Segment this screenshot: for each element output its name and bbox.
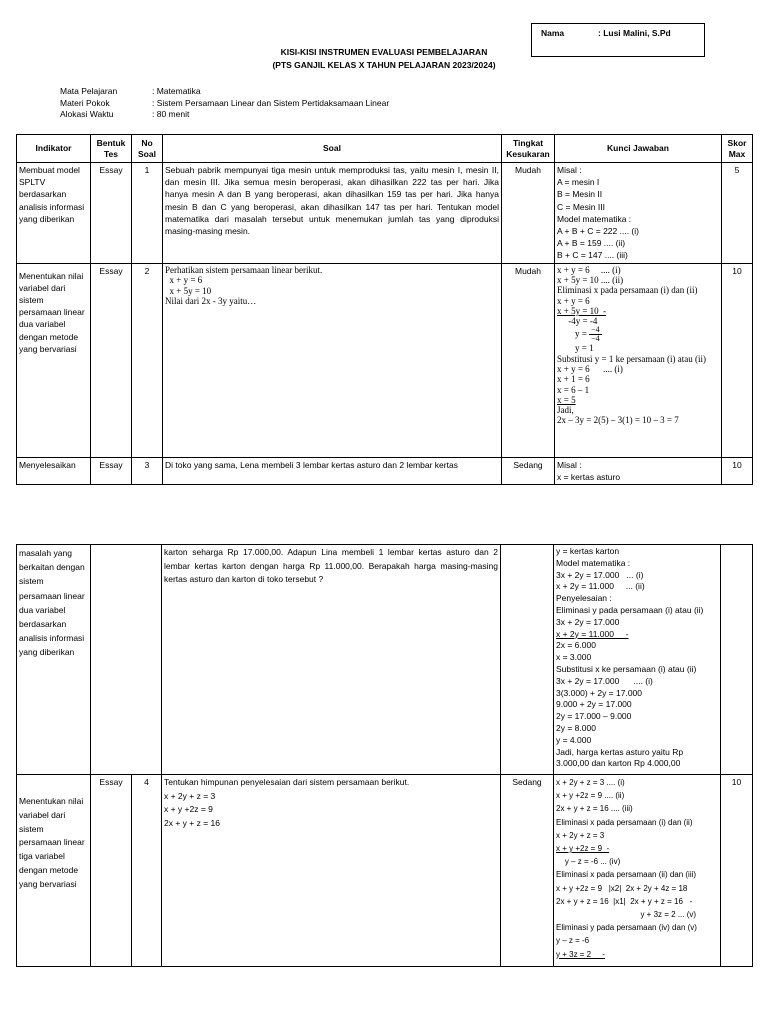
table-header-row <box>17 135 753 163</box>
table-row <box>17 263 753 457</box>
no-cell: 3 <box>132 457 163 484</box>
kunci-cell: x + 2y + z = 3 .... (i) x + y +2z = 9 .... (ii) 2x + y + z = 16 .... (iii) Eliminasi x pada persamaan (i) dan (ii) x + 2y + z = 3 x + y +2z = 9 - y – z = -6 ... (iv) Eliminasi x pada persamaan (ii) dan (iii) x + y +2z = 9 |x2| 2x + 2y + 4z = 18 2x + y + z = 16 |x1| 2x + y + z = 16 - y + 3z = 2 ... (v) Eliminasi y pada persamaan (iv) dan (v) y – z = -6 y + 3z = 2 - <box>554 775 721 967</box>
tingkat-cell: Mudah <box>502 163 555 264</box>
tingkat-cell: Mudah <box>502 263 555 457</box>
soal-cell: karton seharga Rp 17.000,00. Adapun Lina membeli 1 lembar kertas asturo dan 2 lembar kertas karton dengan harga Rp 11.000,00. Berapakah harga masing-masing kertas asturo dan karton di toko tersebut ? <box>162 545 501 775</box>
grid-table-page-2-row4 <box>16 774 753 967</box>
name-value: : Lusi Malini, S.Pd <box>598 28 671 38</box>
table-row <box>17 545 753 775</box>
document-subtitle: (PTS GANJIL KELAS X TAHUN PELAJARAN 2023/2024) <box>272 60 496 70</box>
skor-cell: 10 <box>721 775 753 967</box>
col-header-soal: Soal <box>163 135 502 163</box>
meta-row: Alokasi Waktu : 80 menit <box>60 109 190 119</box>
soal-cell: Sebuah pabrik mempunyai tiga mesin untuk memproduksi tas, yaitu mesin I, mesin II, dan mesin III. Jika semua mesin beroperasi, akan dihasilkan 222 tas per hari. Jika hanya mesin A dan B yang beroperasi, akan dihasilkan 159 tas per hari. Jika hanya mesin B dan C yang beroperasi, akan dihasilkan 147 tas per hari. Tentukan model matematika dari masalah tersebut untuk menemukan jumlah tas yang diproduksi masing-masing mesin. <box>163 163 502 264</box>
indikator-cell: Menentukan nilai variabel dari sistem persamaan linear tiga variabel dengan metode yang bervariasi <box>17 775 91 967</box>
kunci-cell: Misal : A = mesin I B = Mesin II C = Mesin III Model matematika : A + B + C = 222 .... (i) A + B = 159 .... (ii) B + C = 147 .... (iii) <box>555 163 722 264</box>
empty-cell <box>91 545 162 775</box>
indikator-cell: Membuat model SPLTV berdasarkan analisis informasi yang diberikan <box>17 163 91 264</box>
soal-cell: Tentukan himpunan penyelesaian dari sistem persamaan berikut. x + 2y + z = 3 x + y +2z = 9 2x + y + z = 16 <box>162 775 501 967</box>
grid-table-page-2 <box>16 544 753 775</box>
grid-table-page-1 <box>16 134 753 485</box>
fraction-line: y = $\frac{-4}{-4}$ <box>557 325 600 344</box>
kunci-cell: x + y = 6 .... (i) x + 5y = 10 .... (ii) Eliminasi x pada persamaan (i) dan (ii) x + y = 6 x + 5y = 10 - -4y = -4 y = $\frac{-4}{-4}$ y = 1 Substitusi y = 1 ke persamaan (i) atau (ii) x + y = 6 .... (i) x + 1 = 6 x = 6 – 1 x = 5 Jadi, 2x – 3y = 2(5) – 3(1) = 10 – 3 = 7 <box>555 263 722 457</box>
kunci-cell: y = kertas karton Model matematika : 3x + 2y = 17.000 ... (i) x + 2y = 11.000 ... (ii) Penyelesaian : Eliminasi y pada persamaan (i) atau (ii) 3x + 2y = 17.000 x + 2y = 11.000 - 2x = 6.000 x = 3.000 Substitusi x ke persamaan (i) atau (ii) 3x + 2y = 17.000 .... (i) 3(3.000) + 2y = 17.000 9.000 + 2y = 17.000 2y = 17.000 – 9.000 2y = 8.000 y = 4.000 Jadi, harga kertas asturo yaitu Rp 3.000,00 dan karton Rp 4.000,00 <box>554 545 721 775</box>
document-title: KISI-KISI INSTRUMEN EVALUASI PEMBELAJARAN <box>280 47 488 57</box>
bentuk-cell: Essay <box>91 163 132 264</box>
table-row <box>17 775 753 967</box>
table-row <box>17 457 753 484</box>
bentuk-cell: Essay <box>91 263 132 457</box>
col-header-no: No Soal <box>132 135 163 163</box>
soal-cell: Di toko yang sama, Lena membeli 3 lembar kertas asturo dan 2 lembar kertas <box>163 457 502 484</box>
name-label: Nama <box>541 28 565 38</box>
empty-cell <box>721 545 753 775</box>
no-cell: 4 <box>132 775 162 967</box>
no-cell: 2 <box>132 263 163 457</box>
fraction: $\frac{-4}{-4}$ <box>591 325 600 344</box>
indikator-cell: masalah yang berkaitan dengan sistem persamaan linear dua variabel berdasarkan analisis informasi yang diberikan <box>17 545 91 775</box>
meta-info <box>60 86 389 121</box>
meta-row: Materi Pokok : Sistem Persamaan Linear dan Sistem Pertidaksamaan Linear <box>60 97 390 108</box>
bentuk-cell: Essay <box>91 775 132 967</box>
col-header-indikator: Indikator <box>17 135 91 163</box>
bentuk-cell: Essay <box>91 457 132 484</box>
meta-row: Mata Pelajaran : Matematika <box>60 86 201 96</box>
col-header-skor: Skor Max <box>722 135 753 163</box>
indikator-cell: Menyelesaikan <box>17 457 91 484</box>
soal-cell: Perhatikan sistem persamaan linear berikut. x + y = 6 x + 5y = 10 Nilai dari 2x - 3y yaitu… <box>163 263 502 457</box>
no-cell: 1 <box>132 163 163 264</box>
col-header-bentuk: Bentuk Tes <box>91 135 132 163</box>
skor-cell: 5 <box>722 163 753 264</box>
indikator-cell: Menentukan nilai variabel dari sistem persamaan linear dua variabel dengan metode yang bervariasi <box>17 263 91 457</box>
skor-cell: 10 <box>722 263 753 457</box>
tingkat-cell: Sedang <box>501 775 554 967</box>
skor-cell: 10 <box>722 457 753 484</box>
kunci-cell: Misal : x = kertas asturo <box>555 457 722 484</box>
col-header-tingkat: Tingkat Kesukaran <box>502 135 555 163</box>
col-header-kunci: Kunci Jawaban <box>555 135 722 163</box>
empty-cell <box>501 545 554 775</box>
table-row <box>17 163 753 264</box>
tingkat-cell: Sedang <box>502 457 555 484</box>
